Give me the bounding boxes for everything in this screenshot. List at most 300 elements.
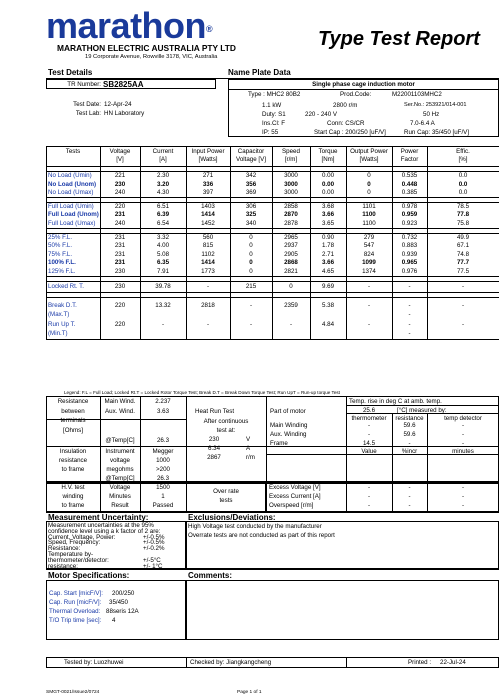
table-cell: 6.39 [156, 211, 170, 219]
table-cell: 0.965 [401, 259, 418, 267]
table-cell: 7.91 [156, 268, 170, 275]
excess-current-minutes: - [461, 493, 465, 500]
table-cell: 0.90 [321, 233, 335, 241]
table-cell: 231 [114, 233, 126, 241]
instrument-label: Instrument [105, 448, 135, 455]
aux-winding-thermometer: - [367, 431, 371, 438]
motor-spec-value: 4 [112, 617, 116, 624]
table-row-label: 75% F.L. [48, 250, 73, 258]
table-cell: 0 [249, 268, 253, 275]
after-continuous-label: After continuous [203, 418, 249, 425]
table-cell: 369 [245, 189, 257, 197]
excess-current-value: - [367, 493, 371, 500]
motor-spec-value: 200/250 [112, 590, 135, 597]
table-cell: 2868 [284, 259, 298, 267]
nameplate-insulation: Ins.Cl: F [262, 120, 286, 127]
table-row-label: Full Load (Umin) [48, 202, 94, 210]
aux-winding-label: Aux. Winding [270, 431, 307, 438]
table-cell: 0 [249, 250, 253, 258]
motor-spec-value: 35/450 [109, 599, 128, 606]
table-cell: 0.923 [401, 220, 418, 227]
table-cell: - [289, 320, 293, 328]
table-cell: 220 [114, 320, 126, 328]
nameplate-start-cap: Start Cap : 200/250 [uF/V] [314, 129, 386, 136]
aux-winding-resistance: 59.6 [403, 431, 416, 438]
temp-detector-header: temp detector [444, 415, 482, 422]
motor-spec-label: Cap. Run [micF/V]: [49, 599, 102, 606]
over-rate-tests-label: tests [219, 497, 233, 504]
prod-code-value: M22001103MHC2 [392, 91, 442, 98]
company-name: MARATHON ELECTRIC AUSTRALIA PTY LTD [57, 43, 236, 53]
hv-minutes-label: Minutes [109, 493, 131, 500]
table-cell: 2821 [284, 268, 298, 275]
aux-wind-label: Aux. Wind. [105, 408, 135, 415]
frame-resistance: - [408, 440, 411, 447]
column-header-unit: [V] [116, 156, 124, 163]
table-cell: 2858 [284, 202, 298, 210]
part-of-motor-label: Part of motor [270, 408, 306, 415]
table-cell: 2965 [284, 233, 298, 241]
motor-type: Single phase cage induction motor [312, 81, 415, 88]
table-cell: 1102 [201, 250, 215, 258]
table-cell: 3.68 [321, 202, 335, 210]
report-title: Type Test Report [318, 28, 480, 50]
company-address: 19 Corporate Avenue, Rowville 3178, VIC, Australia [85, 54, 218, 60]
uncertainty-value: +/-0.2% [143, 545, 165, 553]
overspeed-minutes: - [461, 502, 465, 509]
table-cell: 342 [245, 172, 257, 179]
motor-spec-label: T/O Trip time [sec]: [49, 617, 102, 624]
table-cell: 230 [114, 180, 126, 188]
temp-label: @Temp[C] [105, 437, 135, 444]
motor-specs-heading: Motor Specifications: [48, 571, 130, 580]
column-header: Effic. [456, 148, 470, 155]
over-rate-label: Over rate [213, 488, 239, 495]
table-cell: 1100 [362, 211, 376, 219]
motor-spec-label: Cap. Start [micF/V]: [49, 590, 103, 597]
table-cell: 39.78 [155, 282, 171, 290]
temp-rise-label: Temp. rise in deg C at amb. temp. [349, 398, 442, 405]
nameplate-connection: Conn: CS/CR [327, 120, 365, 127]
nameplate-voltage: 220 - 240 V [305, 111, 337, 118]
table-legend: Legend: F.L = Full Load; Locked Rt.T = Locked Rotor Torque Test; Break D.T = Break Down Torque Test; Run UpT = Run-up torque Test [64, 390, 340, 395]
table-cell: 77.8 [456, 211, 470, 219]
column-header: Tests [65, 148, 81, 155]
heat-run-speed: 2867 [207, 454, 221, 461]
table-cell: 2.71 [321, 250, 335, 258]
table-cell: - [461, 282, 465, 290]
table-cell: - [367, 301, 371, 309]
table-cell: 0 [249, 233, 253, 241]
excess-voltage-incr: - [408, 484, 411, 491]
insulation-label: Insulation [59, 448, 87, 455]
comments-heading: Comments: [188, 571, 233, 580]
table-row-label: 50% F.L. [48, 242, 73, 250]
frame-label: Frame [270, 440, 288, 447]
table-cell: 75.8 [456, 220, 470, 227]
page-number: Page 1 of 1 [237, 690, 262, 695]
table-cell: 2818 [201, 301, 215, 309]
hv-to-frame-label: to frame [61, 502, 85, 509]
heat-run-current: 6.34 [207, 445, 221, 452]
tr-number-label: TR Number: [67, 81, 101, 88]
nameplate-serial: Ser.No.: 253921/014-001 [404, 102, 467, 108]
exclusions-heading: Exclusions/Deviations: [188, 513, 276, 522]
table-cell: - [249, 301, 253, 309]
table-cell: 77.5 [456, 268, 470, 275]
table-cell: 0.535 [401, 172, 418, 179]
main-wind-label: Main Wind. [104, 398, 136, 405]
table-row-label: 125% F.L. [48, 268, 76, 275]
table-cell: - [408, 329, 411, 337]
table-cell: - [408, 282, 411, 290]
hv-voltage-value: 1500 [156, 484, 170, 491]
uncertainty-value: +/-0.5% [143, 539, 165, 547]
table-cell: 78.5 [456, 202, 470, 210]
instrument-value: Megger [152, 448, 174, 455]
table-cell: 0 [367, 180, 371, 188]
test-details-heading: Test Details [48, 68, 93, 77]
incr-header: %incr [401, 448, 418, 455]
nameplate-duty: Duty: S1 [262, 111, 286, 118]
locked-rotor-label: Locked Rt. T. [48, 282, 84, 290]
insulation-to-frame-label: to frame [61, 466, 85, 473]
table-cell: 3.66 [321, 259, 335, 267]
table-cell: 220 [114, 301, 126, 309]
table-cell: - [249, 320, 253, 328]
uncertainty-line: Speed, Frequency: [48, 539, 101, 547]
table-cell: 0 [249, 242, 253, 250]
table-cell: 0.00 [321, 172, 335, 179]
table-cell: 1099 [362, 259, 376, 267]
exclusion-line-2: Overrate tests are not conducted as part of this report [188, 532, 335, 539]
table-cell: 0.00 [321, 180, 335, 188]
megohms-label: megohms [106, 466, 134, 473]
table-cell: 0 [367, 172, 371, 179]
table-cell: 4.00 [156, 242, 170, 250]
table-cell: 231 [114, 250, 126, 258]
table-row-label: No Load (Umax) [48, 189, 94, 197]
table-cell: 240 [114, 220, 126, 227]
table-cell: - [408, 310, 411, 318]
column-header-unit: [Nm] [321, 156, 335, 163]
tr-number-value: SB2825AA [103, 80, 144, 89]
ambient-temp-value: 25.6 [362, 407, 376, 414]
nameplate-ip: IP: 55 [262, 129, 279, 136]
table-cell: 1374 [362, 268, 376, 275]
minutes-header: minutes [452, 448, 474, 455]
table-cell: 3.66 [321, 211, 335, 219]
table-cell: 4.65 [321, 268, 335, 275]
table-cell: 13.32 [155, 301, 171, 309]
column-header-unit: [r/m] [284, 156, 298, 163]
motor-spec-value: 88seris 12A [106, 608, 139, 615]
aux-winding-detector: - [461, 431, 465, 438]
heat-run-voltage: 230 [208, 436, 220, 443]
column-header: Input Power [191, 148, 225, 155]
tested-by: Tested by: Luozhuwei [64, 659, 124, 666]
table-cell: 0.978 [401, 202, 418, 210]
uncertainty-value: +/- 1°C [143, 562, 163, 570]
table-cell: 0.385 [401, 189, 418, 197]
table-cell: 1414 [201, 211, 215, 219]
main-winding-detector: - [461, 422, 465, 429]
heat-run-label: Heat Run Test [195, 408, 235, 415]
test-lab-label: Test Lab: [75, 110, 101, 117]
table-cell: 3.65 [321, 220, 335, 227]
megohms-value: >200 [156, 466, 170, 473]
heat-run-current-unit: A [246, 445, 251, 452]
table-cell: 340 [245, 220, 257, 227]
table-cell: 815 [202, 242, 214, 250]
table-cell: 279 [363, 233, 375, 241]
excess-voltage-label: Excess Voltage [V] [269, 484, 321, 491]
hv-voltage-label: Voltage [109, 484, 131, 491]
table-cell: 2.30 [156, 172, 170, 179]
table-cell: 230 [114, 268, 126, 275]
table-cell: 9.69 [321, 282, 335, 290]
frame-thermometer: 14.5 [362, 440, 376, 447]
table-cell: 231 [114, 242, 126, 250]
table-cell: 1414 [201, 259, 215, 267]
column-header-unit: [A] [159, 156, 167, 163]
checked-by: Checked by: Jiangkangcheng [190, 659, 272, 666]
comments-box [186, 580, 499, 640]
uncertainty-line: Current, Voltage, Power: [48, 533, 116, 541]
insulation-temp-label: @Temp[C] [105, 475, 135, 482]
table-cell: 1100 [362, 220, 376, 227]
table-cell: 0 [249, 259, 253, 267]
column-header-unit: [%] [458, 156, 468, 163]
table-cell: 1101 [362, 202, 376, 210]
table-cell: - [408, 301, 411, 309]
insulation-voltage-label: voltage [110, 457, 130, 464]
table-cell: 0.0 [458, 172, 468, 179]
table-cell: 0 [289, 282, 293, 290]
table-cell: 397 [202, 189, 214, 197]
table-cell: 6.54 [156, 220, 170, 227]
table-cell: - [161, 320, 165, 328]
table-cell: 1773 [201, 268, 215, 275]
table-cell: 67.1 [456, 242, 470, 250]
table-cell: 0.939 [401, 250, 418, 258]
uncertainty-line: confidence level using a k factor of 2 are: [48, 527, 161, 535]
uncertainty-line: Temperature by- [48, 551, 94, 558]
value-header: Value [361, 448, 377, 455]
main-wind-value: 2.237 [155, 398, 171, 405]
table-cell: - [408, 320, 411, 328]
table-cell: 560 [202, 233, 214, 241]
table-cell: 6.35 [156, 259, 170, 267]
table-cell: 6.51 [156, 202, 170, 210]
main-winding-thermometer: - [367, 422, 371, 429]
table-cell: 0.00 [321, 189, 335, 197]
test-lab-value: HN Laboratory [104, 110, 145, 117]
hv-winding-label: winding [62, 493, 84, 500]
table-cell: 0.959 [401, 211, 418, 219]
test-date-value: 12-Apr-24 [104, 101, 132, 108]
exclusion-line-1: High Voltage test conducted by the manufacturer [188, 523, 322, 530]
nameplate-current: 7.0-6.4 A [410, 120, 435, 127]
printed-label: Printed : [408, 659, 432, 666]
column-header-unit: [Watts] [198, 156, 218, 163]
table-cell: - [461, 320, 465, 328]
insulation-voltage-value: 1000 [156, 457, 170, 464]
column-header: Output Power [350, 148, 388, 155]
hv-result-value: Passed [152, 502, 174, 509]
excess-current-label: Excess Current [A] [269, 493, 321, 500]
table-cell: 3.32 [156, 233, 170, 241]
hv-test-label: H.V. test [61, 484, 85, 491]
nameplate-heading: Name Plate Data [228, 68, 291, 77]
table-cell: 2905 [284, 250, 298, 258]
printed-date: 22-Jul-24 [440, 659, 466, 666]
uncertainty-line: Resistance: [48, 545, 81, 553]
table-cell: 3000 [284, 172, 298, 179]
breakdown-label: Break D.T. [48, 301, 77, 309]
resistance-label: Resistance [57, 398, 89, 405]
column-header-unit: Voltage [V] [236, 156, 266, 163]
thermometer-header: thermometer [351, 415, 387, 422]
table-cell: 547 [363, 242, 375, 250]
table-cell: 3000 [284, 180, 298, 188]
table-cell: 356 [245, 180, 257, 188]
table-cell: 2870 [284, 211, 298, 219]
table-cell: - [206, 320, 210, 328]
uncertainty-value: +/-5°C [143, 556, 161, 564]
nameplate-rpm: 2800 r/m [333, 102, 358, 109]
aux-wind-value: 3.63 [156, 408, 170, 415]
ohms-label: [Ohms] [63, 427, 83, 434]
table-row-label: No Load (Umin) [48, 172, 92, 179]
overspeed-label: Overspeed [r/m] [269, 502, 314, 509]
table-cell: - [206, 282, 210, 290]
uncertainty-value: +/-0.5% [143, 533, 165, 541]
table-row-label: No Load (Unom) [48, 180, 97, 188]
table-cell: 0 [367, 189, 371, 197]
between-label: between [61, 408, 85, 415]
column-header: Current [152, 148, 174, 155]
table-cell: 2937 [284, 242, 298, 250]
table-cell: 49.9 [456, 233, 470, 241]
table-cell: 3000 [284, 189, 298, 197]
overspeed-value: - [367, 502, 371, 509]
table-cell: 215 [245, 282, 257, 290]
table-cell: - [367, 282, 371, 290]
table-cell: 0.0 [458, 189, 468, 197]
nameplate-type: Type : MHC2 80B2 [248, 91, 301, 98]
table-cell: 230 [114, 282, 126, 290]
temp-value: 26.3 [156, 437, 170, 444]
table-row-label: 100% F.L. [48, 259, 76, 267]
table-cell: 2359 [284, 301, 298, 309]
table-cell: 325 [245, 211, 257, 219]
table-cell: 4.84 [321, 320, 335, 328]
hv-result-label: Result [111, 502, 129, 509]
company-logo: marathon® [46, 5, 213, 46]
excess-current-incr: - [408, 493, 411, 500]
heat-run-speed-unit: r/m [246, 454, 255, 461]
column-header: Capacitor [237, 148, 265, 155]
runup-sublabel: (Min.T) [48, 329, 68, 337]
insulation-resistance-label: resistance [58, 457, 88, 464]
excess-voltage-minutes: - [461, 484, 465, 491]
main-winding-resistance: 59.6 [403, 422, 416, 429]
table-cell: 74.8 [456, 250, 470, 258]
column-header: Voltage [109, 148, 131, 155]
table-cell: 2878 [284, 220, 298, 227]
hv-minutes-value: 1 [161, 493, 165, 500]
runup-label: Run Up T. [48, 320, 76, 328]
uncertainty-line: thermometer/detector: [48, 556, 109, 564]
nameplate-frequency: 50 Hz [423, 111, 440, 118]
measured-by-label: [°C] measured by: [397, 407, 447, 414]
table-cell: 0.0 [458, 180, 468, 188]
motor-spec-label: Thermal Overload: [49, 608, 101, 615]
document-code: SMGT-0021/Issue2/0724 [46, 690, 100, 695]
table-row-label: Full Load (Umax) [48, 220, 96, 227]
table-cell: 5.08 [156, 250, 170, 258]
column-header-unit: [Watts] [359, 156, 379, 163]
column-header: Speed [282, 148, 300, 155]
breakdown-sublabel: (Max.T) [48, 310, 70, 318]
table-cell: - [461, 301, 465, 309]
insulation-temp-value: 26.3 [156, 475, 170, 482]
column-header: Torque [318, 148, 338, 155]
frame-detector: - [461, 440, 465, 447]
terminals-label: terminals [60, 417, 86, 424]
column-header: Power [400, 148, 419, 155]
table-cell: 240 [114, 189, 126, 197]
table-cell: 220 [114, 202, 126, 210]
table-cell: 231 [114, 211, 126, 219]
uncertainty-line: Measurement uncertainties at the 95% [48, 522, 154, 529]
table-cell: 336 [202, 180, 214, 188]
table-cell: 1403 [201, 202, 215, 210]
table-row-label: Full Load (Unom) [48, 211, 99, 219]
table-cell: 824 [363, 250, 375, 258]
prod-code-label: Prod.Code: [340, 91, 372, 98]
test-at-label: test at: [216, 427, 236, 434]
table-cell: 77.7 [456, 259, 470, 267]
table-cell: 5.38 [321, 301, 335, 309]
table-cell: 3.20 [156, 180, 170, 188]
table-cell: 0.732 [401, 233, 418, 241]
table-cell: 1452 [201, 220, 215, 227]
table-cell: 1.78 [321, 242, 335, 250]
overspeed-incr: - [408, 502, 411, 509]
nameplate-kw: 1.1 kW [262, 102, 282, 109]
resistance-header: resistance [395, 415, 424, 422]
uncertainty-line: resistance: [48, 562, 78, 570]
table-cell: 0.883 [401, 242, 418, 250]
table-cell: 4.30 [156, 189, 170, 197]
table-cell: - [367, 320, 371, 328]
table-cell: 0.448 [401, 180, 418, 188]
table-cell: 221 [114, 172, 126, 179]
column-header-unit: Factor [400, 156, 419, 163]
table-cell: 306 [245, 202, 257, 210]
main-winding-label: Main Winding [270, 422, 308, 429]
excess-voltage-value: - [367, 484, 371, 491]
uncertainty-heading: Measurement Uncertainty: [48, 513, 149, 522]
table-cell: 271 [202, 172, 214, 179]
table-cell: 231 [114, 259, 126, 267]
table-row-label: 25% F.L. [48, 233, 73, 241]
heat-run-voltage-unit: V [246, 436, 251, 443]
nameplate-run-cap: Run Cap: 35/450 [uF/V] [404, 129, 470, 136]
table-cell: 0.976 [401, 268, 418, 275]
